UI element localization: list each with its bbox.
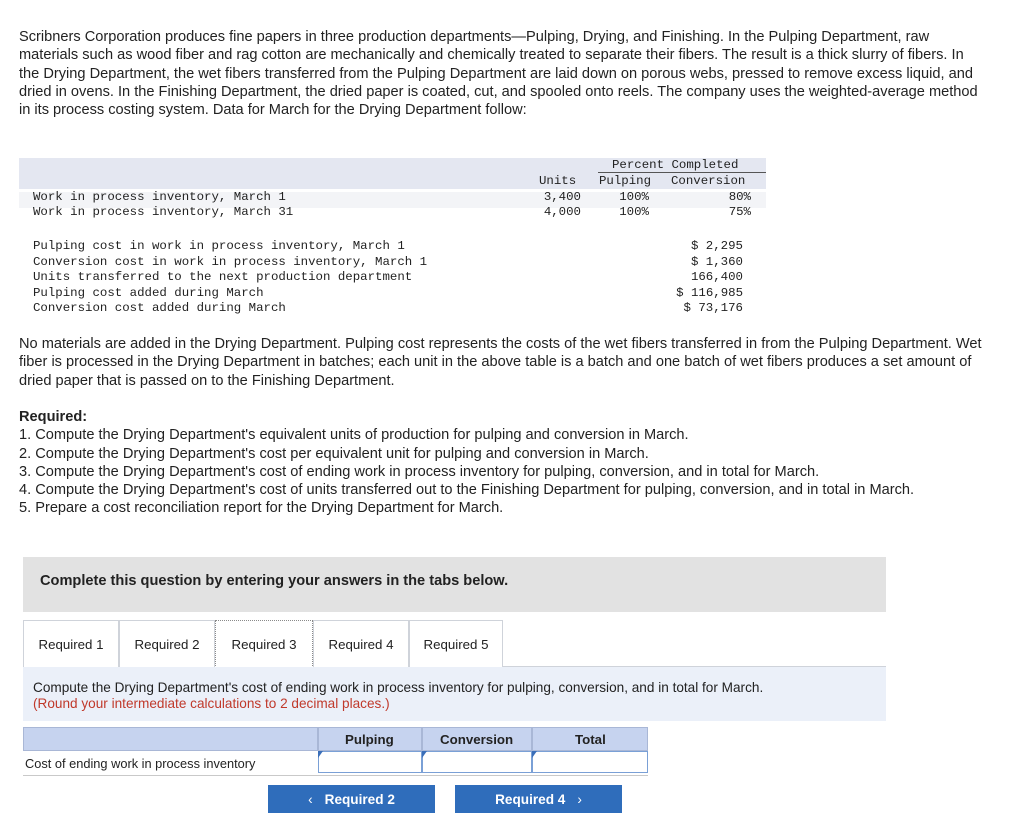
cost-row-value: 166,400 xyxy=(690,270,743,284)
wip-row-units: 4,000 xyxy=(543,205,581,219)
answer-header-total xyxy=(532,727,648,751)
prev-required-button[interactable] xyxy=(268,785,435,813)
next-required-button[interactable] xyxy=(455,785,622,813)
pulping-cost-input[interactable] xyxy=(318,751,422,773)
chevron-left-icon: ‹ xyxy=(308,791,313,807)
cost-row-label: Units transferred to the next production department xyxy=(33,270,413,284)
required-item: 1. Compute the Drying Department's equivalent units of production for pulping and conversion in March. xyxy=(19,427,689,444)
required-item: 3. Compute the Drying Department's cost of ending work in process inventory for pulping, conversion, and in total for March. xyxy=(19,463,820,480)
instruction-text: Compute the Drying Department's cost of ending work in process inventory for pulping, conversion, and in total for March. xyxy=(33,680,764,695)
wip-row-pulping: 100% xyxy=(619,190,649,204)
units-header: Units xyxy=(539,174,577,188)
tab-required-1[interactable]: Required 1 xyxy=(23,620,119,667)
answer-header-pulping xyxy=(318,727,422,751)
wip-row-label: Work in process inventory, March 31 xyxy=(33,205,294,219)
wip-row-units: 3,400 xyxy=(543,190,581,204)
answer-header-conversion xyxy=(422,727,532,751)
problem-intro: Scribners Corporation produces fine papers in three production departments—Pulping, Drying, and Finishing. In the Pulping Department, raw materials such as wood fiber and rag cotton are mechanically and chemically treated to separate their fibers. The result is a thick slurry of fibers. In the Drying Department, the wet fibers transferred from the Pulping Department are laid down on porous webs, pressed to remove excess liquid, and dried in ovens. In the Finishing Department, the dried paper is coated, cut, and spooled onto reels. The company uses the weighted-average method in its process costing system. Data for March for the Drying Department follow: xyxy=(19,29,978,119)
tab-required-5[interactable]: Required 5 xyxy=(409,620,503,667)
rounding-note: (Round your intermediate calculations to 2 decimal places.) xyxy=(33,696,390,711)
wip-row-pulping: 100% xyxy=(619,205,649,219)
cost-row-label: Conversion cost in work in process inventory, March 1 xyxy=(33,254,428,269)
cost-row-label: Conversion cost added during March xyxy=(33,301,286,315)
cost-row-label: Pulping cost added during March xyxy=(33,285,264,300)
prev-button-label: Required 2 xyxy=(324,791,395,807)
required-item: 4. Compute the Drying Department's cost of units transferred out to the Finishing Department for pulping, conversion, and in total in March. xyxy=(19,482,915,499)
tab-required-3[interactable]: Required 3 xyxy=(215,620,313,668)
total-col-label: Total xyxy=(575,732,606,747)
conversion-header: Conversion xyxy=(671,174,746,188)
chevron-right-icon: › xyxy=(577,791,582,807)
percent-completed-header: Percent Completed xyxy=(612,158,739,172)
cost-row-value: $ 73,176 xyxy=(683,301,743,315)
required-section xyxy=(19,408,999,518)
tab-required-2[interactable]: Required 2 xyxy=(119,620,215,667)
conversion-col-label: Conversion xyxy=(440,732,514,747)
wip-row-label: Work in process inventory, March 1 xyxy=(33,190,286,204)
complete-prompt-box xyxy=(23,557,886,612)
pulping-header: Pulping xyxy=(599,174,652,188)
instruction-box xyxy=(23,667,886,721)
total-cost-input[interactable] xyxy=(532,751,648,773)
pulping-col-label: Pulping xyxy=(345,732,394,747)
cost-row-value: $ 116,985 xyxy=(676,285,743,300)
conversion-cost-input[interactable] xyxy=(422,751,532,773)
required-item: 5. Prepare a cost reconciliation report for the Drying Department for March. xyxy=(19,500,504,517)
answer-header-blank xyxy=(23,727,318,751)
tab-required-4[interactable]: Required 4 xyxy=(313,620,409,667)
cost-row-value: $ 2,295 xyxy=(690,239,743,253)
required-item: 2. Compute the Drying Department's cost per equivalent unit for pulping and conversion in March. xyxy=(19,445,649,462)
answer-table xyxy=(23,727,648,774)
department-note: No materials are added in the Drying Department. Pulping cost represents the costs of the wet fibers transferred in from the Pulping Department. Wet fiber is processed in the Drying Department in batches; each unit in the above table is a batch and one batch of wet fibers produces a set amount of dried paper that is passed on to the Finishing Department. xyxy=(19,336,982,389)
wip-row-conversion: 75% xyxy=(728,205,751,219)
wip-row-conversion: 80% xyxy=(728,190,751,204)
cost-row-label: Pulping cost in work in process inventory, March 1 xyxy=(33,239,405,253)
header-underline xyxy=(598,172,766,173)
next-button-label: Required 4 xyxy=(495,791,566,807)
complete-prompt: Complete this question by entering your answers in the tabs below. xyxy=(40,573,509,589)
answer-row-label: Cost of ending work in process inventory xyxy=(25,756,256,771)
required-title: Required: xyxy=(19,409,88,425)
cost-row-value: $ 1,360 xyxy=(690,254,743,269)
